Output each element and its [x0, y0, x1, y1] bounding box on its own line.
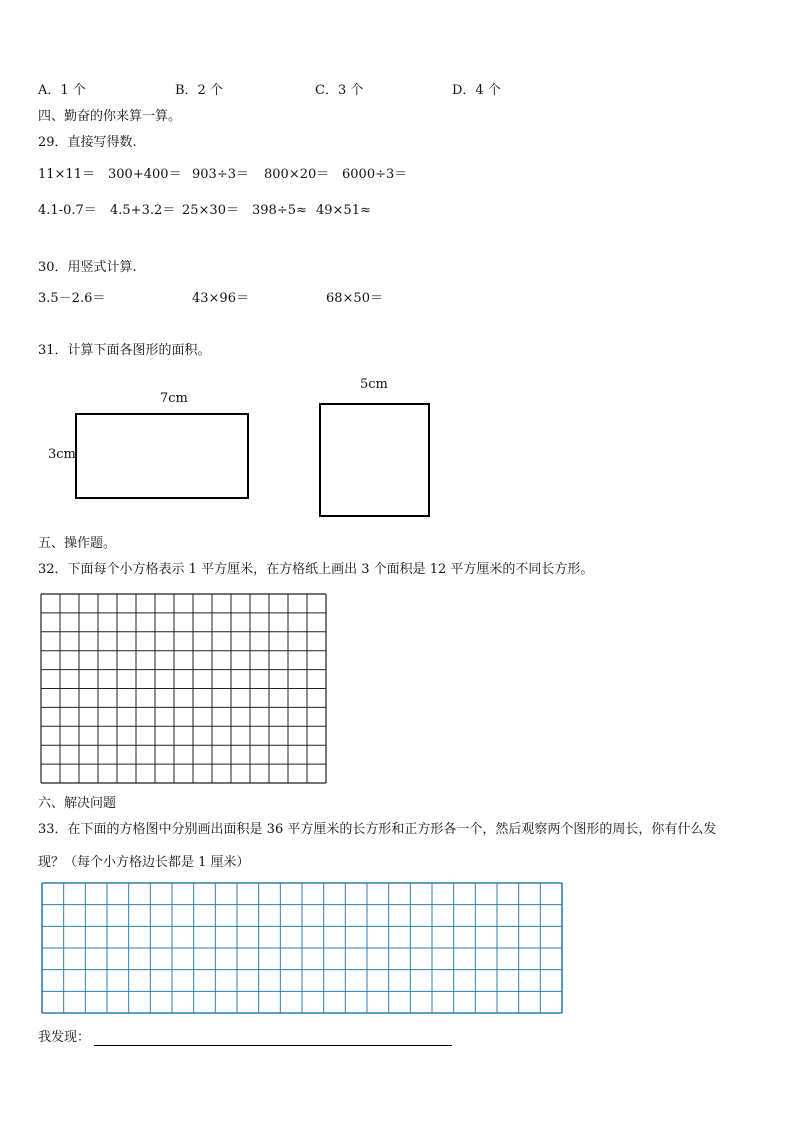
section-6-heading: 六、解决问题: [38, 796, 117, 811]
q30-item-1: 3.5－2.6＝: [38, 291, 106, 306]
q29-r1-4: 800×20＝: [264, 167, 330, 182]
rect-width-label: 7cm: [160, 391, 188, 406]
q33-square-grid[interactable]: [41, 882, 563, 1014]
option-c: C．3 个: [315, 83, 364, 98]
q30-title: 30．用竖式计算.: [38, 260, 137, 275]
rect-height-label: 3cm: [48, 447, 76, 462]
option-b: B．2 个: [175, 83, 223, 98]
option-a: A．1 个: [38, 83, 86, 98]
q33-text-line1: 33．在下面的方格图中分别画出面积是 36 平方厘米的长方形和正方形各一个，然后观察两个图形的周长，你有什么发: [38, 822, 717, 837]
q29-r2-5: 49×51≈: [316, 203, 371, 218]
q29-title: 29．直接写得数.: [38, 135, 137, 150]
q32-title: 32．下面每个小方格表示 1 平方厘米，在方格纸上画出 3 个面积是 12 平方厘米的不同长方形。: [38, 562, 594, 577]
q29-r2-1: 4.1-0.7＝: [38, 203, 97, 218]
answer-label: 我发现：: [38, 1030, 91, 1045]
q29-r2-2: 4.5+3.2＝: [110, 203, 176, 218]
q33-text-line2: 现？（每个小方格边长都是 1 厘米）: [38, 855, 250, 870]
q29-r1-3: 903÷3＝: [192, 167, 249, 182]
square-side-label: 5cm: [360, 377, 388, 392]
q29-r1-1: 11×11＝: [38, 167, 95, 182]
q29-r1-5: 6000÷3＝: [342, 167, 408, 182]
q29-r1-2: 300+400＝: [108, 167, 182, 182]
q31-title: 31．计算下面各图形的面积。: [38, 343, 211, 358]
q29-r2-4: 398÷5≈: [252, 203, 307, 218]
section-4-heading: 四、勤奋的你来算一算。: [38, 109, 182, 124]
answer-line[interactable]: [94, 1033, 452, 1046]
q29-r2-3: 25×30＝: [182, 203, 239, 218]
q32-square-grid[interactable]: [40, 593, 327, 784]
q30-item-2: 43×96＝: [192, 291, 249, 306]
option-d: D．4 个: [452, 83, 501, 98]
rectangle-figure: [75, 413, 249, 499]
square-figure: [319, 403, 430, 517]
section-5-heading: 五、操作题。: [38, 536, 117, 551]
q30-item-3: 68×50＝: [326, 291, 383, 306]
